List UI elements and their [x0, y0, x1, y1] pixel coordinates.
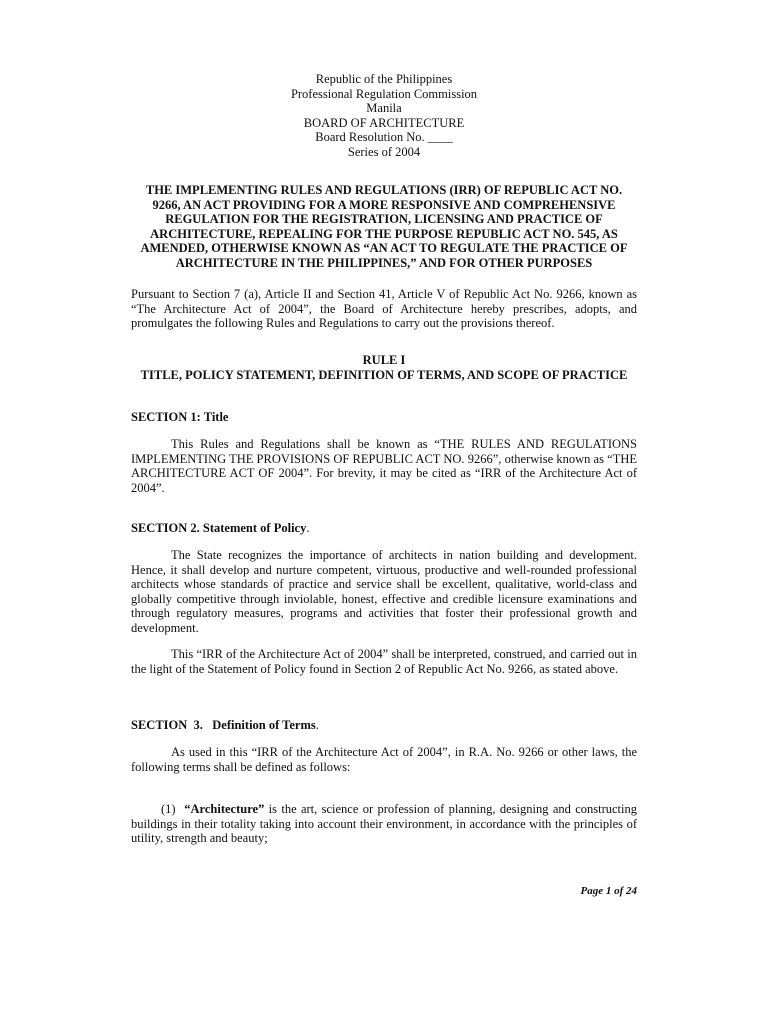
page-number: Page 1 of 24 [580, 885, 637, 897]
definition-term: “Architecture” [184, 802, 265, 816]
section2-heading-line [131, 521, 637, 536]
section2-heading: SECTION 2. Statement of Policy [131, 521, 307, 535]
document-title: THE IMPLEMENTING RULES AND REGULATIONS (IRR) OF REPUBLIC ACT NO. 9266, AN ACT PROVIDING FOR A MORE RESPONSIVE AND COMPREHENSIVE REGULATION FOR THE REGISTRATION, LICENSING AND PRACTICE OF ARCHITECTURE, REPEALING FOR THE PURPOSE REPUBLIC ACT NO. 545, AS AMENDED, OTHERWISE KNOWN AS “AN ACT TO REGULATE THE PRACTICE OF ARCHITECTURE IN THE PHILIPPINES,” AND FOR OTHER PURPOSES [140, 183, 628, 270]
section3-heading-line [131, 718, 637, 733]
rule-title: TITLE, POLICY STATEMENT, DEFINITION OF TERMS, AND SCOPE OF PRACTICE [140, 367, 628, 382]
section3-heading: SECTION 3. Definition of Terms [131, 718, 316, 732]
document-header [0, 72, 768, 160]
section2-heading-period: . [306, 521, 310, 535]
header-resolution: Board Resolution No. ____ [315, 130, 453, 145]
rule-heading [131, 353, 637, 382]
preamble-paragraph: Pursuant to Section 7 (a), Article II and Section 41, Article V of Republic Act No. 9266, known as “The Architecture Act of 2004”, the Board of Architecture hereby prescribes, adopts, and promulgates the following Rules and Regulations to carry out the provisions thereof. [131, 287, 637, 331]
definition-number: (1) [161, 802, 185, 816]
header-series: Series of 2004 [347, 144, 421, 159]
header-board: BOARD OF ARCHITECTURE [303, 115, 465, 130]
header-commission: Professional Regulation Commission [290, 86, 478, 101]
section3-intro: As used in this “IRR of the Architecture Act of 2004”, in R.A. No. 9266 or other laws, the following terms shall be defined as follows: [131, 745, 637, 774]
section2-paragraph-2: This “IRR of the Architecture Act of 2004” shall be interpreted, construed, and carried out in the light of the Statement of Policy found in Section 2 of Republic Act No. 9266, as stated above. [131, 647, 637, 676]
section2-paragraph-1: The State recognizes the importance of architects in nation building and development. Hence, it shall develop and nurture competent, virtuous, productive and well-rounded professional architects whose standards of practice and service shall be excellent, qualitative, world-class and globally competitive through inviolable, honest, effective and credible licensure examinations and through regulatory measures, programs and activities that foster their professional growth and development. [131, 548, 637, 635]
definition-text: is the art, science or profession of planning, designing and constructing buildings in their totality taking into account their environment, in accordance with the principles of utility, strength and beauty; [131, 802, 637, 846]
section3-heading-period: . [315, 718, 319, 732]
section1-body: This Rules and Regulations shall be known as “THE RULES AND REGULATIONS IMPLEMENTING THE PROVISIONS OF REPUBLIC ACT NO. 9266”, otherwise known as “THE ARCHITECTURE ACT OF 2004”. For brevity, it may be cited as “IRR of the Architecture Act of 2004”. [131, 437, 637, 495]
header-republic: Republic of the Philippines [315, 72, 453, 86]
header-city: Manila [366, 101, 402, 116]
definition-item [131, 802, 637, 846]
rule-number: RULE I [362, 353, 406, 367]
section1-heading: SECTION 1: Title [131, 410, 229, 424]
